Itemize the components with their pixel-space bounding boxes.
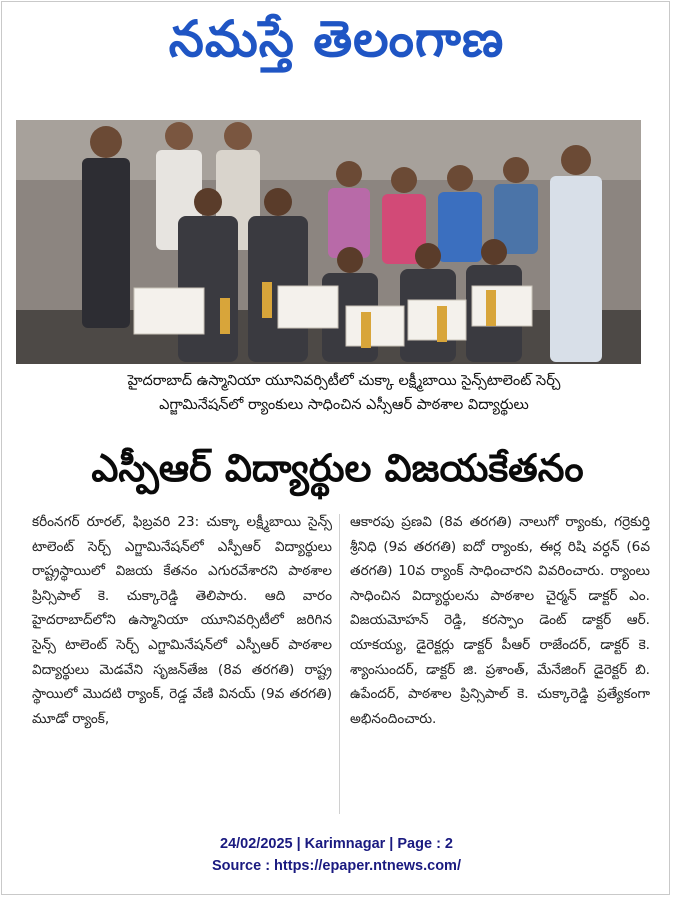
photo-illustration (16, 120, 641, 364)
newspaper-masthead: నమస్తే తెలంగాణ (168, 10, 505, 68)
footer-source-link[interactable]: Source : https://epaper.ntnews.com/ (212, 858, 461, 874)
group-photo (16, 120, 641, 364)
article-left-column: కరీంనగర్ రూరల్, ఫిబ్రవరి 23: చుక్కా లక్ష్మీబాయి సైన్స్ టాలెంట్ సెర్చ్ ఎగ్జామినేషన్‌లో ఎస్పీఆర్ విద్యార్థులు రాష్ట్రస్థాయిలో విజయ కేతనం ఎగురవేశారని పాఠశాల ప్రిన్సిపాల్ కె. చుక్కారెడ్డి తెలిపారు. ఆది వారం హైదరాబాద్‌లోని ఉస్మానియా యూనివర్సిటీలో జరిగిన సైన్స్ టాలెంట్ సెర్చ్ ఎగ్జామినేషన్‌లో ఎస్పీఆర్ పాఠశాల విద్యార్థులు మెడవేని సృజన్‌తేజ (8వ తరగతి) రాష్ట్ర స్థాయిలో మొదటి ర్యాంక్, రెడ్డ వేణి వినయ్ (9వ తరగతి) మూడో ర్యాంక్, (32, 514, 332, 727)
caption-line-1: హైదరాబాద్ ఉస్మానియా యూనివర్సిటీలో చుక్కా లక్ష్మీబాయి సైన్స్‌టాలెంట్ సెర్చ్ (127, 373, 561, 389)
article-headline: ఎస్పీఆర్ విద్యార్థుల విజయకేతనం (91, 446, 584, 490)
caption-line-2: ఎగ్జామినేషన్‌లో ర్యాంకులు సాధించిన ఎస్సీఆర్ పాఠశాల విద్యార్థులు (159, 397, 529, 413)
article-right-column: ఆకారపు ప్రణవి (8వ తరగతి) నాలుగో ర్యాంకు, గర్రెకుర్తి శ్రీనిధి (9వ తరగతి) ఐదో ర్యాంకు, ఈర్ల రిషి వర్ధన్ (6వ తరగతి) 10వ ర్యాంక్ సాధించారని వివరించారు. ర్యాంలు సాధించిన విద్యార్థులను పాఠశాల చైర్మన్ డాక్టర్ ఎం. విజయమోహన్ రెడ్డి, కరస్పాం డెంట్ డాక్టర్ ఆర్. యాకయ్య, డైరెక్టర్లు డాక్టర్ పీఆర్ రాజేందర్, డాక్టర్ కె. శ్యాంసుందర్, డాక్టర్ జి. ప్రశాంత్, మేనేజింగ్ డైరెక్టర్ బి. ఉపేందర్, పాఠశాల ప్రిన్సిపాల్ కె. చుక్కారెడ్డి ప్రత్యేకంగా అభినందించారు. (350, 514, 650, 727)
column-divider (339, 514, 340, 814)
footer-date-edition-page: 24/02/2025 | Karimnagar | Page : 2 (220, 836, 453, 852)
photo-caption (44, 369, 644, 417)
